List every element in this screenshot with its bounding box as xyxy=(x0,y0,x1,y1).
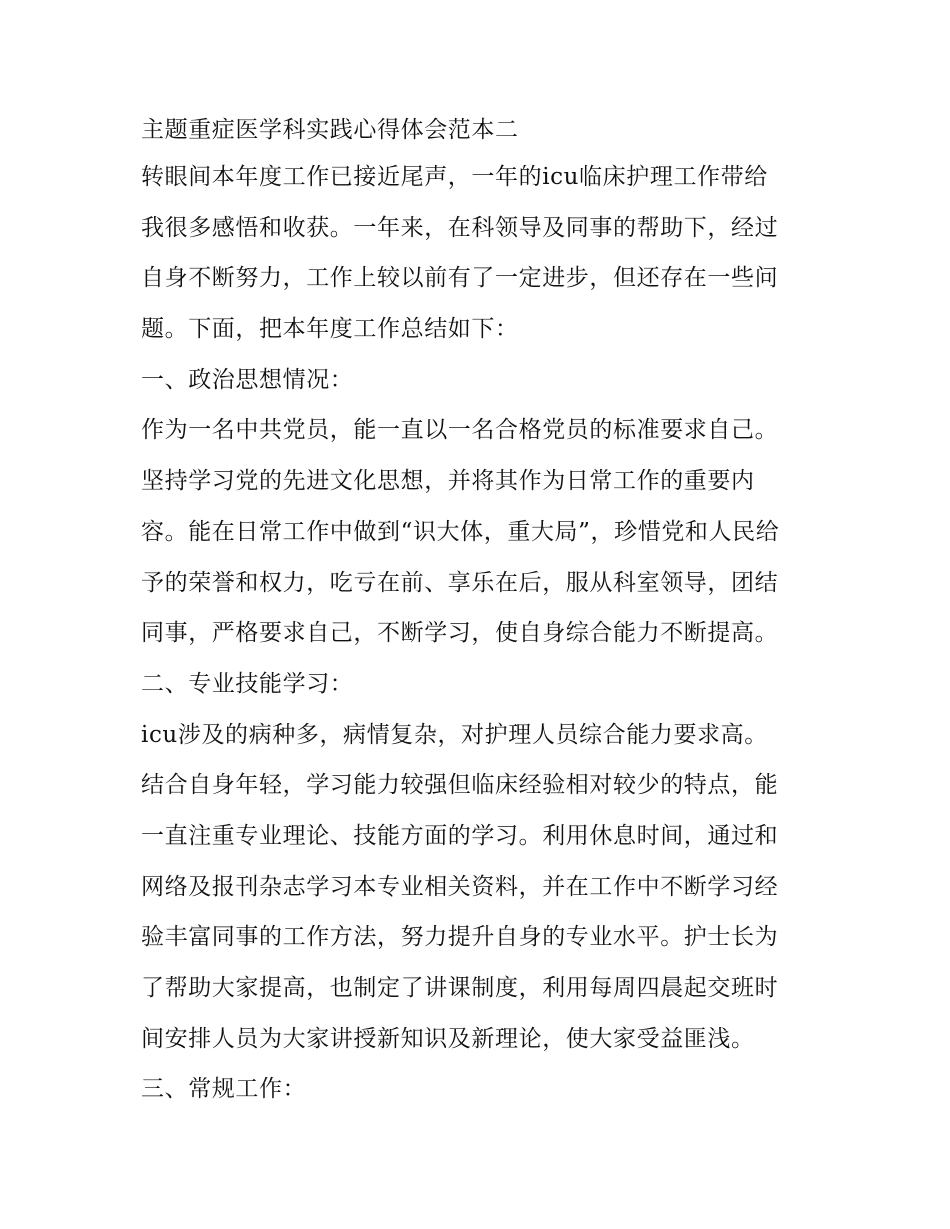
text-line: 题。下面，把本年度工作总结如下： xyxy=(141,316,519,343)
text-line: 作为一名中共党员，能一直以一名合格党员的标准要求自己。 xyxy=(141,417,779,444)
section-heading: 二、专业技能学习： xyxy=(141,670,354,697)
text-line: 转眼间本年度工作已接近尾声，一年的icu临床护理工作带给 xyxy=(141,164,768,190)
document-body xyxy=(141,108,821,1115)
text-line: 我很多感悟和收获。一年来，在科领导及同事的帮助下，经过 xyxy=(141,214,779,241)
section-heading: 三、常规工作： xyxy=(141,1076,307,1103)
text-line: 间安排人员为大家讲授新知识及新理论，使大家受益匪浅。 xyxy=(141,1025,755,1052)
text-line: 结合自身年轻，学习能力较强但临床经验相对较少的特点，能 xyxy=(141,772,779,799)
text-line: 同事，严格要求自己，不断学习，使自身综合能力不断提高。 xyxy=(141,620,779,647)
text-line: 一直注重专业理论、技能方面的学习。利用休息时间，通过和 xyxy=(141,822,779,849)
section-heading: 一、政治思想情况： xyxy=(141,366,354,393)
document-title: 主题重症医学科实践心得体会范本二 xyxy=(141,117,519,143)
text-line: 验丰富同事的工作方法，努力提升自身的专业水平。护士长为 xyxy=(141,924,779,951)
text-line: 自身不断努力，工作上较以前有了一定进步，但还存在一些问 xyxy=(141,265,779,292)
text-line: icu涉及的病种多，病情复杂，对护理人员综合能力要求高。 xyxy=(141,721,768,748)
text-line: 容。能在日常工作中做到“识大体，重大局”，珍惜党和人民给 xyxy=(141,518,780,545)
text-line: 予的荣誉和权力，吃亏在前、享乐在后，服从科室领导，团结 xyxy=(141,569,779,596)
text-line: 坚持学习党的先进文化思想，并将其作为日常工作的重要内 xyxy=(141,468,755,495)
text-line: 了帮助大家提高，也制定了讲课制度，利用每周四晨起交班时 xyxy=(141,975,779,1001)
text-line: 网络及报刊杂志学习本专业相关资料，并在工作中不断学习经 xyxy=(141,873,779,900)
